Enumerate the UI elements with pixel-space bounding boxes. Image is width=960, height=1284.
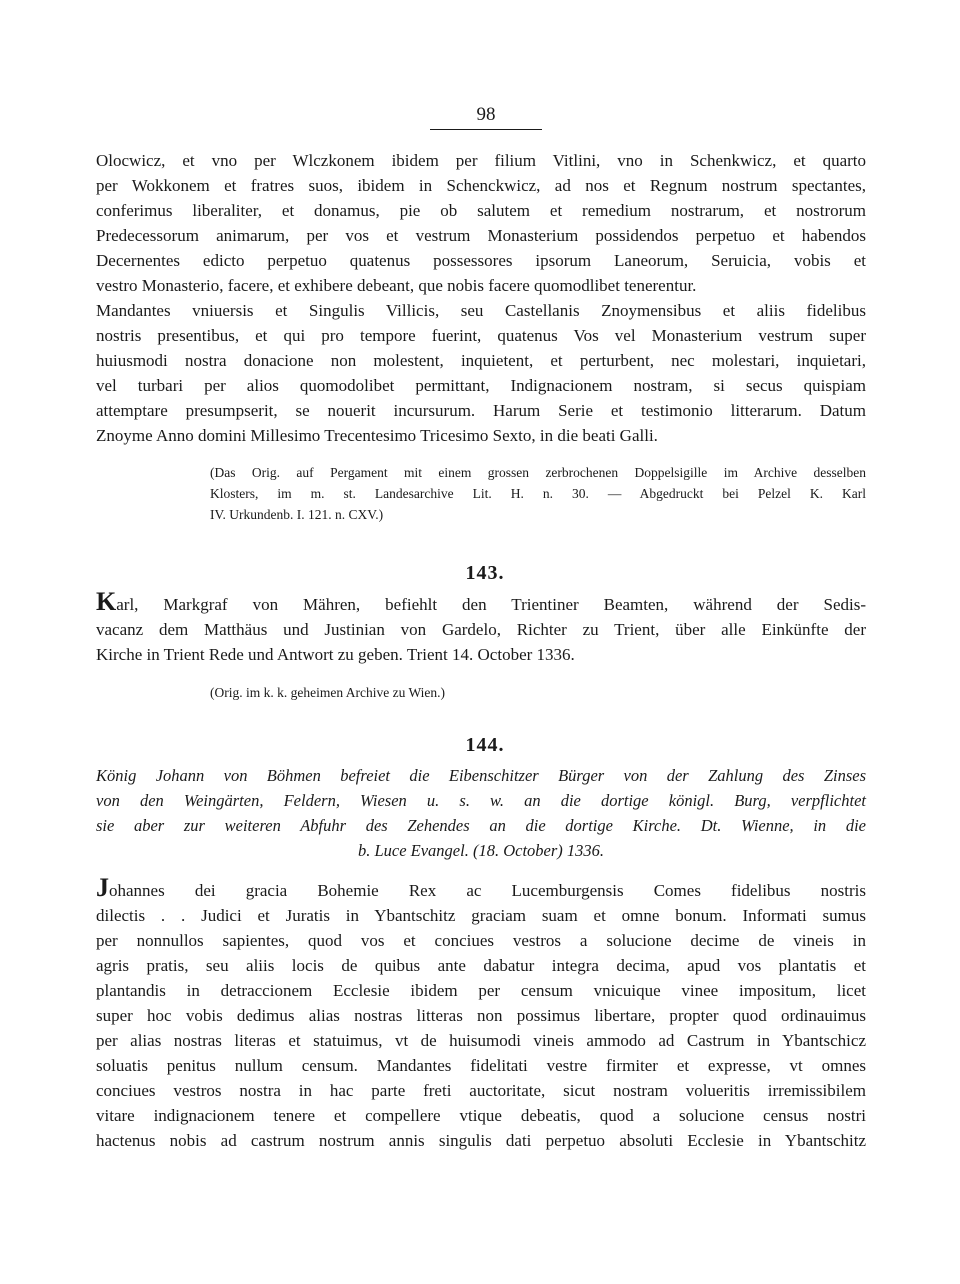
source-note (210, 462, 866, 525)
document-number-143: 143. (465, 562, 505, 584)
regest-line: Kirche in Trient Rede und Antwort zu geben. Trient 14. October 1336. (96, 645, 575, 664)
text-line: super hoc vobis dedimus alias nostras litteras non possimus libertare, propter quod ordinauimus (96, 1006, 866, 1025)
text-line: conferimus liberaliter, et donamus, pie ob salutem et remedium nostrarum, et nostrorum (96, 201, 866, 220)
note-line: (Das Orig. auf Pergament mit einem grossen zerbrochenen Doppelsigille im Archive desselben (210, 465, 866, 480)
source-note-143 (210, 682, 866, 703)
text-line: vestro Monasterio, facere, et exhibere debeant, que nobis facere quomodlibet tenerentur. (96, 276, 697, 295)
text-line: Predecessorum animarum, per vos et vestrum Monasterium possidendos perpetuo et habendos (96, 226, 866, 245)
note-line: Klosters, im m. st. Landesarchive Lit. H. n. 30. — Abgedruckt bei Pelzel K. Karl (210, 486, 866, 501)
text-line: Johannes dei gracia Bohemie Rex ac Lucemburgensis Comes fidelibus nostris (96, 873, 866, 902)
text-line: Znoyme Anno domini Millesimo Trecentesimo Tricesimo Sexto, in die beati Galli. (96, 426, 658, 445)
page-number-rule (430, 129, 542, 130)
text-line: plantandis in detraccionem Ecclesie ibidem per censum vnicuique vinee impositum, licet (96, 981, 866, 1000)
text-line: nostris presentibus, et qui pro tempore fuerint, quatenus Vos vel Monasterium vestrum super (96, 326, 866, 345)
text-line: hactenus nobis ad castrum nostrum annis singulis dati perpetuo absoluti Ecclesie in Ybantschitz (96, 1131, 866, 1150)
charter-continuation (96, 148, 866, 448)
text-line: dilectis . . Judici et Juratis in Ybantschitz graciam suam et omne bonum. Informati sumus (96, 906, 866, 925)
page-number: 98 (476, 104, 496, 125)
text-line: Olocwicz, et vno per Wlczkonem ibidem per filium Vitlini, vno in Schenkwicz, et quarto (96, 151, 866, 170)
charter-text (96, 148, 866, 448)
initial-letter: J (96, 873, 109, 902)
regest-line: vacanz dem Matthäus und Justinian von Gardelo, Richter zu Trient, über alle Einkünfte der (96, 620, 866, 639)
text-line: per alias nostras literas et statuimus, vt de huisumodi vineis ammodo ad Castrum in Ybantschicz (96, 1031, 866, 1050)
regest-line: sie aber zur weiteren Abfuhr des Zehendes an die dortige Kirche. Dt. Wienne, in die (96, 816, 866, 835)
document-number-144: 144. (465, 734, 505, 756)
text-line: soluatis penitus nullum censum. Mandantes fidelitati vestre firmiter et expresse, vt omnes (96, 1056, 866, 1075)
charter-text (96, 873, 866, 1153)
regest-line: König Johann von Böhmen befreiet die Eibenschitzer Bürger von der Zahlung des Zinses (96, 766, 866, 785)
regest-143 (96, 587, 866, 667)
initial-letter: K (96, 587, 117, 616)
text-line: attemptare presumpserit, se nouerit incursurum. Harum Serie et testimonio litterarum. Datum (96, 401, 866, 420)
text-line: Mandantes vniuersis et Singulis Villicis, seu Castellanis Znoymensibus et aliis fidelibus (96, 301, 866, 320)
text-line: huiusmodi nostra donacione non molestent, inquietent, et perturbent, nec molestari, inquietari, (96, 351, 866, 370)
text-line: agris pratis, seu aliis locis de quibus ante dabatur integra decima, apud vos plantatis et (96, 956, 866, 975)
note-line: IV. Urkundenb. I. 121. n. CXV.) (210, 507, 384, 522)
text-line: conciues vestros nostra in hac parte freti auctoritate, sicut nostram volueritis irremissibilem (96, 1081, 866, 1100)
note-line: (Orig. im k. k. geheimen Archive zu Wien.) (210, 685, 446, 700)
text-line: Decernentes edicto perpetuo quatenus possessores ipsorum Laneorum, Seruicia, vobis et (96, 251, 866, 270)
regest-line: b. Luce Evangel. (18. October) 1336. (357, 841, 605, 860)
text-line: vitare indignacionem tenere et compellere vtique debeatis, quod a solucione census nostri (96, 1106, 866, 1125)
text-line: per Wokkonem et fratres suos, ibidem in Schenckwicz, ad nos et Regnum nostrum spectantes, (96, 176, 866, 195)
text-line: per nonnullos sapientes, quod vos et conciues vestros a solucione decime de vineis in (96, 931, 866, 950)
regest-144 (96, 763, 866, 863)
regest-line: Karl, Markgraf von Mähren, befiehlt den Trientiner Beamten, während der Sedis- (96, 587, 866, 616)
charter-144-text (96, 873, 866, 1153)
regest-line: von den Weingärten, Feldern, Wiesen u. s. w. an die dortige königl. Burg, verpflichtet (96, 791, 866, 810)
text-line: vel turbari per alios quomodolibet permittant, Indignacionem nostram, si secus quispiam (96, 376, 866, 395)
